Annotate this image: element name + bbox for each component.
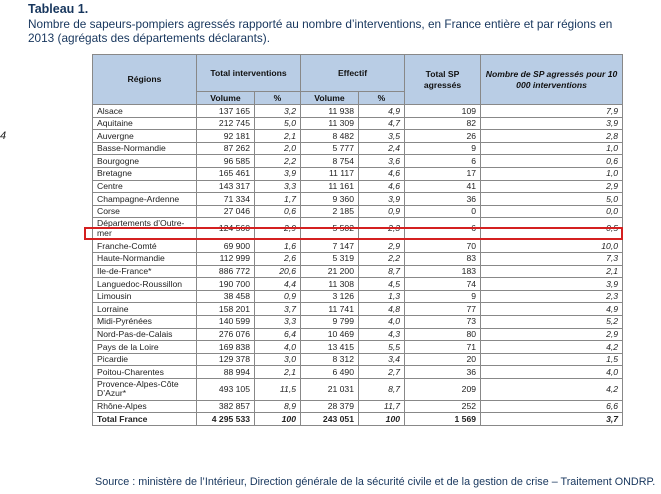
table-title: Tableau 1.	[28, 2, 89, 16]
table-subtitle: Nombre de sapeurs-pompiers agressés rapporté au nombre d’interventions, en France entière et par régions en 2013 (agrégats des départements déclarants).	[28, 17, 613, 45]
table-row	[93, 130, 623, 143]
cell-sp: 17	[405, 167, 481, 180]
cell-pct: 3,7	[255, 303, 301, 316]
cell-epct: 8,7	[359, 378, 405, 400]
cell-pct: 2,1	[255, 366, 301, 379]
cell-epct: 3,9	[359, 193, 405, 206]
cell-vol: 190 700	[197, 278, 255, 291]
table-row	[93, 315, 623, 328]
cell-vol: 212 745	[197, 117, 255, 130]
cell-pct: 2,2	[255, 155, 301, 168]
cell-name: Pays de la Loire	[93, 341, 197, 354]
cell-vol: 38 458	[197, 290, 255, 303]
cell-name: Aquitaine	[93, 117, 197, 130]
cell-epct: 4,6	[359, 167, 405, 180]
table-row	[93, 378, 623, 400]
table-row	[93, 400, 623, 413]
cell-name: Haute-Normandie	[93, 252, 197, 265]
cell-ratio: 5,0	[481, 193, 623, 206]
cell-eff: 11 308	[301, 278, 359, 291]
corse-highlight-box	[84, 227, 623, 240]
cell-eff: 11 161	[301, 180, 359, 193]
total-row	[93, 413, 623, 426]
table-row	[93, 117, 623, 130]
cell-epct: 2,7	[359, 366, 405, 379]
cell-eff: 5 502	[301, 218, 359, 240]
cell-eff: 3 126	[301, 290, 359, 303]
cell-name: Rhône-Alpes	[93, 400, 197, 413]
cell-epct: 0,9	[359, 205, 405, 218]
cell-pct: 2,6	[255, 252, 301, 265]
cell-pct: 8,9	[255, 400, 301, 413]
cell-sp: 6	[405, 155, 481, 168]
cell-name: Nord-Pas-de-Calais	[93, 328, 197, 341]
cell-ratio: 1,0	[481, 167, 623, 180]
cell-ratio: 2,8	[481, 130, 623, 143]
cell-eff: 11 309	[301, 117, 359, 130]
cell-sp: 26	[405, 130, 481, 143]
cell-epct: 3,5	[359, 130, 405, 143]
cell-epct: 4,9	[359, 105, 405, 118]
cell-vol: 129 378	[197, 353, 255, 366]
header-volume-interventions: Volume	[197, 92, 255, 105]
cell-eff: 243 051	[301, 413, 359, 426]
cell-vol: 382 857	[197, 400, 255, 413]
cell-vol: 69 900	[197, 240, 255, 253]
cell-epct: 11,7	[359, 400, 405, 413]
margin-number: 4	[0, 130, 7, 142]
table-row	[93, 303, 623, 316]
cell-epct: 2,9	[359, 240, 405, 253]
header-volume-effectif: Volume	[301, 92, 359, 105]
cell-ratio: 7,9	[481, 105, 623, 118]
cell-name: Provence-Alpes-Côte D’Azur*	[93, 378, 197, 400]
cell-sp: 209	[405, 378, 481, 400]
cell-eff: 8 754	[301, 155, 359, 168]
cell-ratio: 4,2	[481, 341, 623, 354]
cell-sp: 9	[405, 290, 481, 303]
cell-sp: 41	[405, 180, 481, 193]
cell-epct: 4,0	[359, 315, 405, 328]
table-row	[93, 252, 623, 265]
table-row	[93, 328, 623, 341]
cell-pct: 6,4	[255, 328, 301, 341]
cell-eff: 5 319	[301, 252, 359, 265]
cell-epct: 4,5	[359, 278, 405, 291]
cell-epct: 2,4	[359, 142, 405, 155]
cell-pct: 3,0	[255, 353, 301, 366]
cell-name: Ile-de-France*	[93, 265, 197, 278]
cell-eff: 21 200	[301, 265, 359, 278]
cell-pct: 11,5	[255, 378, 301, 400]
cell-vol: 4 295 533	[197, 413, 255, 426]
cell-epct: 4,6	[359, 180, 405, 193]
cell-name: Centre	[93, 180, 197, 193]
cell-vol: 92 181	[197, 130, 255, 143]
cell-ratio: 3,7	[481, 413, 623, 426]
cell-ratio: 2,9	[481, 328, 623, 341]
table-body	[93, 105, 623, 426]
table-row	[93, 180, 623, 193]
cell-eff: 8 312	[301, 353, 359, 366]
cell-sp: 71	[405, 341, 481, 354]
header-nombre-sp: Nombre de SP agressés pour 10 000 interventions	[481, 55, 623, 105]
cell-ratio: 0,5	[481, 218, 623, 240]
cell-pct: 3,3	[255, 180, 301, 193]
cell-ratio: 4,9	[481, 303, 623, 316]
cell-pct: 20,6	[255, 265, 301, 278]
cell-ratio: 3,9	[481, 117, 623, 130]
cell-name: Champagne-Ardenne	[93, 193, 197, 206]
cell-vol: 165 461	[197, 167, 255, 180]
cell-ratio: 1,0	[481, 142, 623, 155]
cell-sp: 77	[405, 303, 481, 316]
cell-vol: 137 165	[197, 105, 255, 118]
cell-epct: 3,6	[359, 155, 405, 168]
cell-name: Total France	[93, 413, 197, 426]
cell-vol: 96 585	[197, 155, 255, 168]
header-total-interventions: Total interventions	[197, 55, 301, 92]
cell-epct: 100	[359, 413, 405, 426]
source-note: Source : ministère de l’Intérieur, Direction générale de la sécurité civile et de la gestion de crise – Traitement ONDRP.	[95, 476, 656, 488]
data-table	[92, 54, 623, 426]
table-row	[93, 265, 623, 278]
cell-eff: 9 799	[301, 315, 359, 328]
cell-sp: 252	[405, 400, 481, 413]
cell-vol: 276 076	[197, 328, 255, 341]
cell-epct: 4,3	[359, 328, 405, 341]
cell-pct: 3,9	[255, 167, 301, 180]
cell-name: Franche-Comté	[93, 240, 197, 253]
table-row	[93, 167, 623, 180]
cell-pct: 4,4	[255, 278, 301, 291]
table-row	[93, 366, 623, 379]
data-table-wrapper	[92, 54, 622, 426]
cell-ratio: 6,6	[481, 400, 623, 413]
cell-vol: 87 262	[197, 142, 255, 155]
cell-name: Auvergne	[93, 130, 197, 143]
cell-ratio: 10,0	[481, 240, 623, 253]
table-row	[93, 353, 623, 366]
cell-sp: 80	[405, 328, 481, 341]
cell-eff: 10 469	[301, 328, 359, 341]
cell-vol: 169 838	[197, 341, 255, 354]
cell-ratio: 5,2	[481, 315, 623, 328]
table-row	[93, 240, 623, 253]
cell-vol: 140 599	[197, 315, 255, 328]
cell-pct: 2,0	[255, 142, 301, 155]
cell-ratio: 4,2	[481, 378, 623, 400]
table-row	[93, 278, 623, 291]
cell-name: Poitou-Charentes	[93, 366, 197, 379]
cell-sp: 36	[405, 366, 481, 379]
cell-sp: 20	[405, 353, 481, 366]
cell-sp: 70	[405, 240, 481, 253]
cell-ratio: 2,3	[481, 290, 623, 303]
cell-vol: 71 334	[197, 193, 255, 206]
cell-eff: 2 185	[301, 205, 359, 218]
cell-eff: 6 490	[301, 366, 359, 379]
cell-epct: 2,2	[359, 252, 405, 265]
cell-epct: 3,4	[359, 353, 405, 366]
cell-epct: 4,8	[359, 303, 405, 316]
cell-pct: 5,0	[255, 117, 301, 130]
table-row	[93, 105, 623, 118]
table-row	[93, 193, 623, 206]
cell-pct: 3,3	[255, 315, 301, 328]
cell-name: Corse	[93, 205, 197, 218]
cell-pct: 1,7	[255, 193, 301, 206]
cell-ratio: 3,9	[481, 278, 623, 291]
cell-name: Lorraine	[93, 303, 197, 316]
header-pct-effectif: %	[359, 92, 405, 105]
cell-vol: 493 105	[197, 378, 255, 400]
header-total-sp: Total SP agressés	[405, 55, 481, 105]
cell-name: Basse-Normandie	[93, 142, 197, 155]
cell-epct: 2,3	[359, 218, 405, 240]
cell-pct: 2,9	[255, 218, 301, 240]
cell-sp: 1 569	[405, 413, 481, 426]
cell-sp: 0	[405, 205, 481, 218]
cell-pct: 2,1	[255, 130, 301, 143]
cell-sp: 9	[405, 142, 481, 155]
cell-epct: 1,3	[359, 290, 405, 303]
cell-eff: 13 415	[301, 341, 359, 354]
table-row	[93, 205, 623, 218]
cell-eff: 11 938	[301, 105, 359, 118]
table-row	[93, 290, 623, 303]
cell-sp: 6	[405, 218, 481, 240]
cell-sp: 83	[405, 252, 481, 265]
cell-vol: 27 046	[197, 205, 255, 218]
cell-sp: 73	[405, 315, 481, 328]
cell-eff: 28 379	[301, 400, 359, 413]
cell-eff: 21 031	[301, 378, 359, 400]
cell-name: Languedoc-Roussillon	[93, 278, 197, 291]
cell-eff: 9 360	[301, 193, 359, 206]
cell-ratio: 7,3	[481, 252, 623, 265]
cell-vol: 112 999	[197, 252, 255, 265]
cell-name: Picardie	[93, 353, 197, 366]
cell-sp: 36	[405, 193, 481, 206]
cell-sp: 82	[405, 117, 481, 130]
table-row	[93, 155, 623, 168]
cell-vol: 88 994	[197, 366, 255, 379]
cell-name: Alsace	[93, 105, 197, 118]
cell-pct: 4,0	[255, 341, 301, 354]
cell-eff: 11 117	[301, 167, 359, 180]
header-pct-interventions: %	[255, 92, 301, 105]
cell-epct: 5,5	[359, 341, 405, 354]
cell-name: Bretagne	[93, 167, 197, 180]
cell-sp: 109	[405, 105, 481, 118]
header-effectif: Effectif	[301, 55, 405, 92]
cell-ratio: 2,9	[481, 180, 623, 193]
cell-vol: 124 560	[197, 218, 255, 240]
cell-epct: 4,7	[359, 117, 405, 130]
cell-eff: 7 147	[301, 240, 359, 253]
cell-ratio: 2,1	[481, 265, 623, 278]
cell-eff: 8 482	[301, 130, 359, 143]
header-regions: Régions	[93, 55, 197, 105]
cell-pct: 0,6	[255, 205, 301, 218]
cell-pct: 3,2	[255, 105, 301, 118]
cell-pct: 100	[255, 413, 301, 426]
cell-name: Limousin	[93, 290, 197, 303]
cell-sp: 74	[405, 278, 481, 291]
cell-pct: 1,6	[255, 240, 301, 253]
cell-vol: 158 201	[197, 303, 255, 316]
cell-ratio: 0,0	[481, 205, 623, 218]
cell-name: Bourgogne	[93, 155, 197, 168]
cell-name: Midi-Pyrénées	[93, 315, 197, 328]
cell-ratio: 1,5	[481, 353, 623, 366]
cell-name: Départements d’Outre-mer	[93, 218, 197, 240]
cell-pct: 0,9	[255, 290, 301, 303]
table-row	[93, 341, 623, 354]
cell-ratio: 4,0	[481, 366, 623, 379]
cell-ratio: 0,6	[481, 155, 623, 168]
table-row	[93, 142, 623, 155]
cell-vol: 143 317	[197, 180, 255, 193]
cell-sp: 183	[405, 265, 481, 278]
cell-eff: 5 777	[301, 142, 359, 155]
cell-eff: 11 741	[301, 303, 359, 316]
cell-vol: 886 772	[197, 265, 255, 278]
cell-epct: 8,7	[359, 265, 405, 278]
